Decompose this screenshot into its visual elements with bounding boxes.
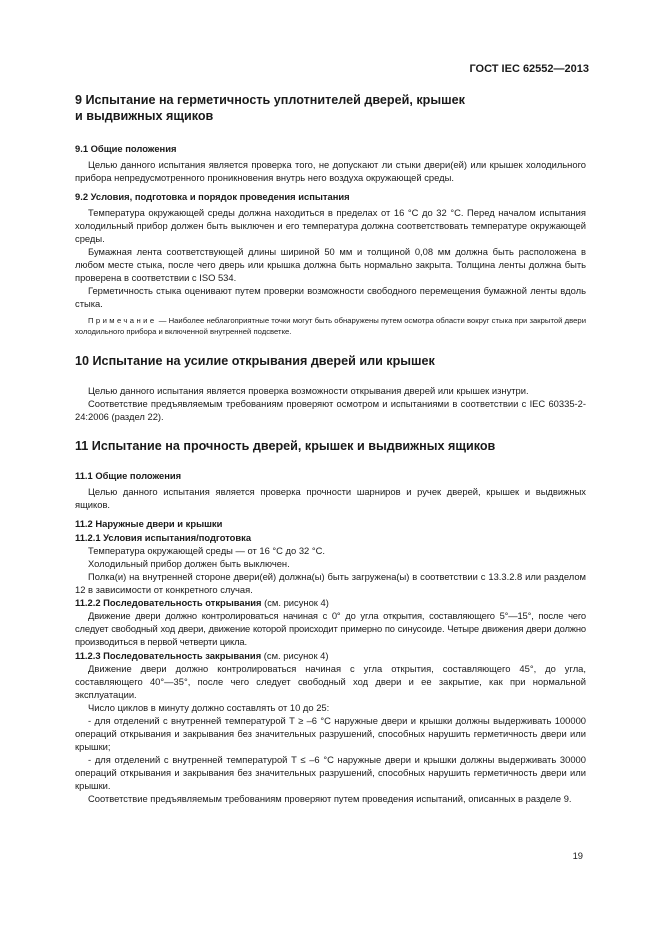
section-11-2-2-figure-ref: (см. рисунок 4) (261, 597, 329, 608)
section-9-2-para-1: Температура окружающей среды должна находиться в пределах от 16 °С до 32 °С. Перед началом испытания холодильный прибор должен быть выключен и его температура должна соответствовать температуре окружающей среды. (75, 207, 586, 244)
section-11-1-text: Целью данного испытания является проверка прочности шарниров и ручек дверей, крышек и выдвижных ящиков. (75, 486, 586, 510)
section-11-2-3-para-3: - для отделений с внутренней температурой T ≥ –6 °С наружные двери и крышки должны выдерживать 100000 операций открывания и закрывания без значительных разрушений, способных нарушить герметичность двери или крышки; (75, 715, 586, 752)
section-11-2-title: 11.2 Наружные двери и крышки (75, 518, 223, 529)
section-10-para-1: Целью данного испытания является проверка возможности открывания дверей или крышек изнутри. (88, 385, 529, 396)
section-11-1-title: 11.1 Общие положения (75, 470, 182, 481)
section-9-2-para-2: Бумажная лента соответствующей длины шириной 50 мм и толщиной 0,08 мм должна быть расположена в любом месте стыка, после чего дверь или крышка должна быть нормально закрыта. Толщина ленты должна быть проверена в соответствии с ISO 534. (75, 246, 586, 283)
section-9-1-title: 9.1 Общие положения (75, 143, 177, 154)
section-11-2-3-para-4: - для отделений с внутренней температурой T ≤ –6 °С наружные двери и крышки должны выдерживать 30000 операций открывания и закрывания без значительных разрушений, способных нарушить герметичность двери или крышки. (75, 754, 586, 791)
section-9-title-line2: и выдвижных ящиков (75, 109, 214, 123)
standard-header: ГОСТ IEC 62552—2013 (469, 63, 589, 75)
section-9-1-text: Целью данного испытания является проверка того, не допускают ли стыки двери(ей) или крышек холодильного прибора непредусмотренного проникновения внутрь него воздуха окружающей среды. (75, 159, 586, 183)
section-11-2-1-para-2: Холодильный прибор должен быть выключен. (88, 558, 290, 569)
note-label: Примечание (88, 316, 157, 325)
section-11-2-2-text: Движение двери должно контролироваться начиная с 0° до угла открытия, составляющего 5°—15°, после чего следует свободный ход двери, движение которой происходит примерно по синусоиде. Четыре движения двери должно производиться в первой четверти цикла. (75, 610, 586, 647)
section-9-title-line1: 9 Испытание на герметичность уплотнителей дверей, крышек (75, 93, 465, 107)
section-11-2-3-heading: 11.2.3 Последовательность закрывания (75, 650, 262, 661)
section-9-note (75, 315, 586, 337)
section-9-2-para-3: Герметичность стыка оценивают путем проверки возможности свободного перемещения бумажной ленты вдоль стыка. (75, 285, 586, 309)
section-11-2-3-title (75, 649, 586, 662)
section-9-2-title: 9.2 Условия, подготовка и порядок проведения испытания (75, 191, 350, 202)
section-10-title: 10 Испытание на усилие открывания дверей или крышек (75, 354, 435, 368)
section-10-para-2: Соответствие предъявляемым требованиям проверяют осмотром и испытаниями в соответствии с IEC 60335-2-24:2006 (раздел 22). (75, 398, 586, 422)
section-11-2-3-para-5: Соответствие предъявляемым требованиям проверяют путем проведения испытаний, описанных в разделе 9. (88, 793, 572, 804)
page-content (75, 92, 586, 805)
section-11-2-1-para-3: Полка(и) на внутренней стороне двери(ей) должна(ы) быть загружена(ы) в соответствии с 13.3.2.8 или разделом 12 в зависимости от конкретного случая. (75, 571, 586, 595)
section-11-2-3-figure-ref: (см. рисунок 4) (261, 650, 329, 661)
note-text: — Наиболее неблагоприятные точки могут быть обнаружены путем осмотра области вокруг стыка при закрытой двери холодильного прибора и включенной внутренней подсветке. (75, 316, 586, 336)
section-11-2-2-heading: 11.2.2 Последовательность открывания (75, 597, 262, 608)
section-11-2-3-para-1: Движение двери должно контролироваться начиная с угла открытия, составляющего 45°, до угла, составляющего 40°—35°, после чего следует свободный ход двери и ее закрытие, как при нормальной эксплуатации. (75, 663, 586, 700)
section-11-2-1-title: 11.2.1 Условия испытания/подготовка (75, 532, 252, 543)
section-11-title: 11 Испытание на прочность дверей, крышек и выдвижных ящиков (75, 439, 496, 453)
section-11-2-1-para-1: Температура окружающей среды — от 16 °С до 32 °С. (88, 545, 325, 556)
page-number: 19 (572, 850, 583, 861)
section-11-2-2-title (75, 596, 586, 609)
section-11-2-3-para-2: Число циклов в минуту должно составлять от 10 до 25: (88, 702, 330, 713)
section-9-title (75, 92, 586, 124)
